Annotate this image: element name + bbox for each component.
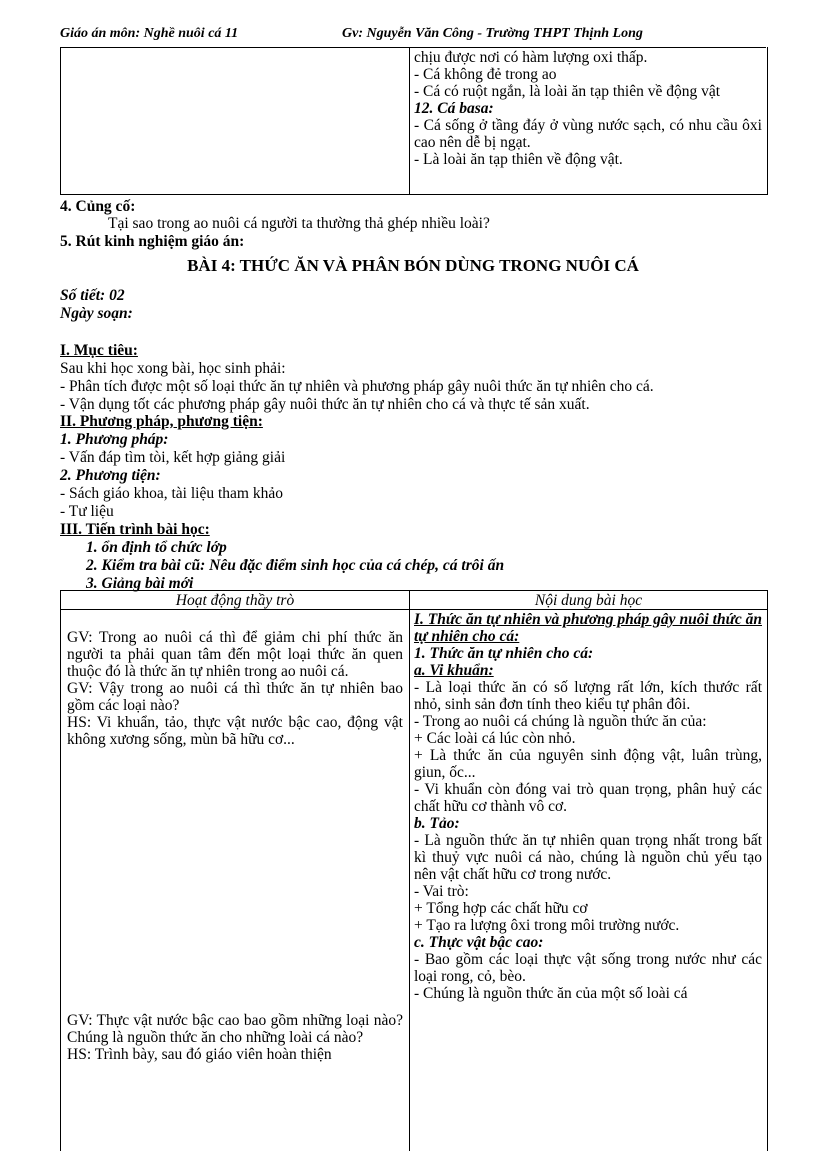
prepared-date: Ngày soạn: [60, 305, 133, 322]
content-line: - Vai trò: [414, 883, 469, 900]
lesson-title: BÀI 4: THỨC ĂN VÀ PHÂN BÓN DÙNG TRONG NUÔI CÁ [187, 256, 639, 275]
algae-heading: b. Tảo: [414, 815, 460, 832]
methods-sub2-item: - Tư liệu [60, 503, 114, 520]
page-header [60, 26, 760, 48]
content-line: + Tổng hợp các chất hữu cơ [414, 900, 588, 917]
bacteria-heading: a. Vi khuẩn: [414, 662, 494, 679]
methods-sub2-item: - Sách giáo khoa, tài liệu tham khảo [60, 485, 283, 502]
content-line: - Chúng là nguồn thức ăn của một số loài cá [414, 985, 688, 1002]
col-header-content: Nội dung bài học [534, 592, 643, 609]
basa-heading: 12. Cá basa: [414, 100, 494, 117]
text-line: chịu được nơi có hàm lượng oxi thấp. [414, 49, 648, 66]
experience-heading: 5. Rút kinh nghiệm giáo án: [60, 233, 245, 250]
objective-item: - Vận dụng tốt các phương pháp gây nuôi thức ăn tự nhiên cho cá và thực tế sản xuất. [60, 396, 590, 413]
column-divider [409, 591, 410, 1151]
text-line: - Cá có ruột ngắn, là loài ăn tạp thiên về động vật [414, 83, 721, 100]
section-heading: I. Thức ăn tự nhiên và phương pháp gây nuôi thức ăn tự nhiên cho cá: [414, 611, 762, 645]
right-content [414, 611, 762, 1002]
activity-line: GV: Trong ao nuôi cá thì để giảm chi phí thức ăn người ta phải quan tâm đến một loại thức ăn quen thuộc đó là thức ăn tự nhiên trong ao nuôi cá. [67, 629, 403, 680]
content-line: + Là thức ăn của nguyên sinh động vật, luân trùng, giun, ốc... [414, 747, 762, 781]
objectives-heading: I. Mục tiêu: [60, 342, 138, 359]
activity-line: HS: Vi khuẩn, tảo, thực vật nước bậc cao, động vật không xương sống, mùn bã hữu cơ... [67, 714, 403, 748]
methods-sub1: 1. Phương pháp: [60, 431, 169, 448]
text-line: - Cá sống ở tầng đáy ở vùng nước sạch, có nhu cầu ôxi cao nên dễ bị ngạt. [414, 117, 762, 151]
content-line: + Tạo ra lượng ôxi trong môi trường nước. [414, 917, 680, 934]
subsection-heading: 1. Thức ăn tự nhiên cho cá: [414, 645, 594, 662]
left-activities-block-1 [67, 629, 403, 748]
consolidation-heading: 4. Củng cố: [60, 198, 136, 215]
process-step: 3. Giảng bài mới [86, 575, 194, 592]
text-line: - Cá không đẻ trong ao [414, 66, 557, 83]
header-teacher: Gv: Nguyễn Văn Công - Trường THPT Thịnh Long [342, 26, 643, 41]
column-divider [409, 47, 410, 194]
objectives-intro: Sau khi học xong bài, học sinh phải: [60, 360, 286, 377]
objective-item: - Phân tích được một số loại thức ăn tự nhiên và phương pháp gây nuôi thức ăn tự nhiên cho cá. [60, 378, 654, 395]
header-subject: Giáo án môn: Nghề nuôi cá 11 [60, 26, 239, 41]
continued-right-cell [414, 49, 762, 168]
header-row-divider [61, 609, 767, 610]
continued-table [60, 47, 768, 195]
activity-line: HS: Trình bày, sau đó giáo viên hoàn thiện [67, 1046, 332, 1063]
activity-line: GV: Thực vật nước bậc cao bao gồm những loại nào? Chúng là nguồn thức ăn cho những loài cá nào? [67, 1012, 403, 1046]
lesson-table [60, 590, 768, 1151]
process-step: 1. ổn định tổ chức lớp [86, 539, 227, 556]
content-line: - Bao gồm các loại thực vật sống trong nước như các loại rong, cỏ, bèo. [414, 951, 762, 985]
col-header-activities: Hoạt động thầy trò [175, 592, 295, 609]
methods-sub1-item: - Vấn đáp tìm tòi, kết hợp giảng giải [60, 449, 286, 466]
periods: Số tiết: 02 [60, 287, 125, 304]
process-step: 2. Kiểm tra bài cũ: Nêu đặc điểm sinh học của cá chép, cá trôi ấn [86, 557, 505, 574]
content-line: - Là nguồn thức ăn tự nhiên quan trọng nhất trong bất kì thuỷ vực nuôi cá nào, chúng là nguồn chủ yếu tạo nên vật chất hữu cơ trong nước. [414, 832, 762, 883]
content-line: - Vi khuẩn còn đóng vai trò quan trọng, phân huỷ các chất hữu cơ thành vô cơ. [414, 781, 762, 815]
text-line: - Là loài ăn tạp thiên về động vật. [414, 151, 623, 168]
content-line: - Là loại thức ăn có số lượng rất lớn, kích thước rất nhỏ, sinh sản đơn tính theo kiểu tự phân đôi. [414, 679, 762, 713]
higher-plants-heading: c. Thực vật bậc cao: [414, 934, 544, 951]
consolidation-question: Tại sao trong ao nuôi cá người ta thường thả ghép nhiều loài? [108, 215, 490, 232]
content-line: + Các loài cá lúc còn nhỏ. [414, 730, 576, 747]
left-activities-block-2 [67, 1012, 403, 1063]
methods-heading: II. Phương pháp, phương tiện: [60, 413, 263, 430]
content-line: - Trong ao nuôi cá chúng là nguồn thức ăn của: [414, 713, 707, 730]
activity-line: GV: Vậy trong ao nuôi cá thì thức ăn tự nhiên bao gồm các loại nào? [67, 680, 403, 714]
process-heading: III. Tiến trình bài học: [60, 521, 210, 538]
methods-sub2: 2. Phương tiện: [60, 467, 161, 484]
